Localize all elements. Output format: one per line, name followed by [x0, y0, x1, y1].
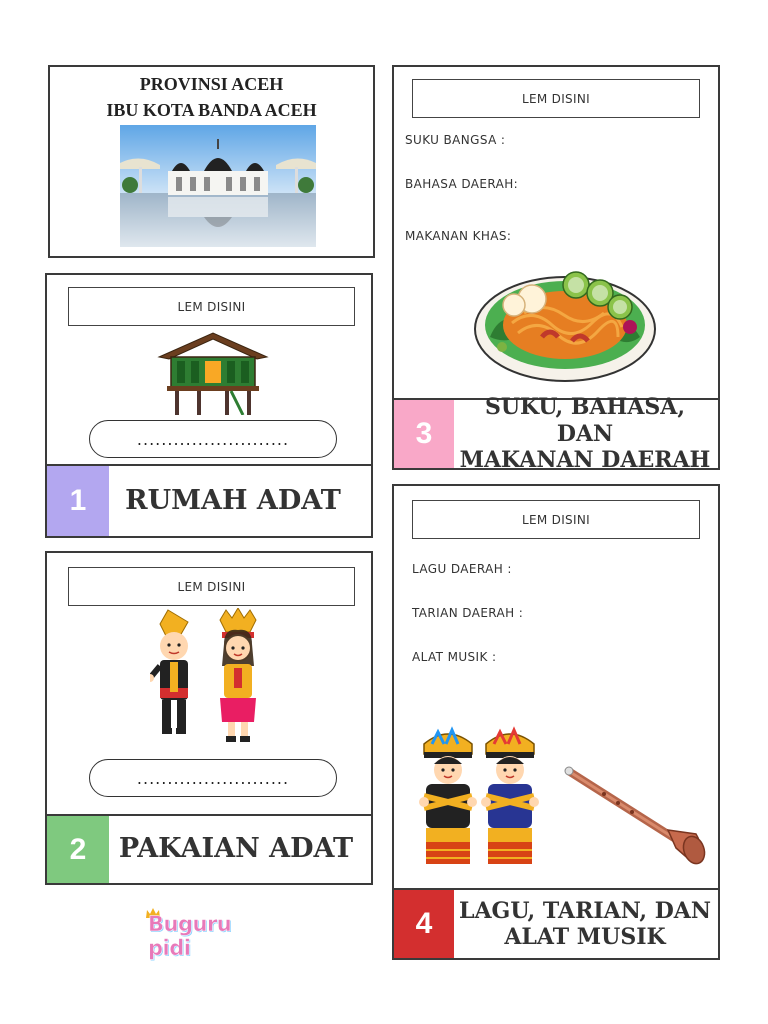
noodle-dish-icon [472, 267, 658, 385]
answer-field[interactable]: ......................... [89, 420, 337, 458]
section-number: 4 [394, 890, 454, 958]
title-bar [47, 464, 371, 536]
section-number: 2 [47, 816, 109, 883]
title-bar [394, 394, 718, 474]
field-makanan-khas: MAKANAN KHAS: [405, 229, 512, 243]
glue-area[interactable]: LEM DISINI [68, 287, 355, 326]
traditional-clothing-icon [150, 608, 282, 748]
capital-name: IBU KOTA BANDA ACEH [106, 100, 317, 121]
buguru-pidi-logo [146, 908, 278, 960]
header-card [48, 65, 375, 258]
field-tarian-daerah: TARIAN DAERAH : [412, 606, 524, 620]
field-alat-musik: ALAT MUSIK : [412, 650, 497, 664]
serune-kalee-icon [564, 764, 710, 868]
section-title-line2: ALAT MUSIK [504, 924, 666, 950]
section-number: 3 [394, 400, 454, 468]
logo-text: Buguru pidi [148, 912, 232, 960]
section-title [454, 394, 716, 474]
province-name: PROVINSI ACEH [139, 74, 284, 94]
answer-field[interactable]: ......................... [89, 759, 337, 797]
traditional-house-icon [157, 331, 269, 415]
section-title-line2: MAKANAN DAERAH [459, 447, 711, 474]
section-title-line1: LAGU, TARIAN, DAN [459, 897, 711, 924]
glue-area[interactable]: LEM DISINI [412, 500, 700, 539]
card-pakaian-adat [45, 551, 373, 885]
section-title: RUMAH ADAT [125, 484, 341, 516]
section-title-line1: SUKU, BAHASA, DAN [484, 394, 686, 447]
mosque-photo [120, 125, 316, 247]
card-rumah-adat [45, 273, 373, 538]
dancers-icon [416, 724, 550, 872]
field-suku-bangsa: SUKU BANGSA : [405, 133, 506, 147]
title-bar [47, 814, 371, 883]
section-title [454, 890, 716, 958]
title-bar [394, 888, 718, 958]
header-title [50, 71, 373, 123]
section-number: 1 [47, 466, 109, 536]
card-suku-bahasa-makanan [392, 65, 720, 474]
card-lagu-tarian-musik [392, 484, 720, 960]
field-lagu-daerah: LAGU DAERAH : [412, 562, 512, 576]
section-title: PAKAIAN ADAT [118, 833, 354, 865]
glue-area[interactable]: LEM DISINI [68, 567, 355, 606]
field-bahasa-daerah: BAHASA DAERAH: [405, 177, 519, 191]
glue-area[interactable]: LEM DISINI [412, 79, 700, 118]
